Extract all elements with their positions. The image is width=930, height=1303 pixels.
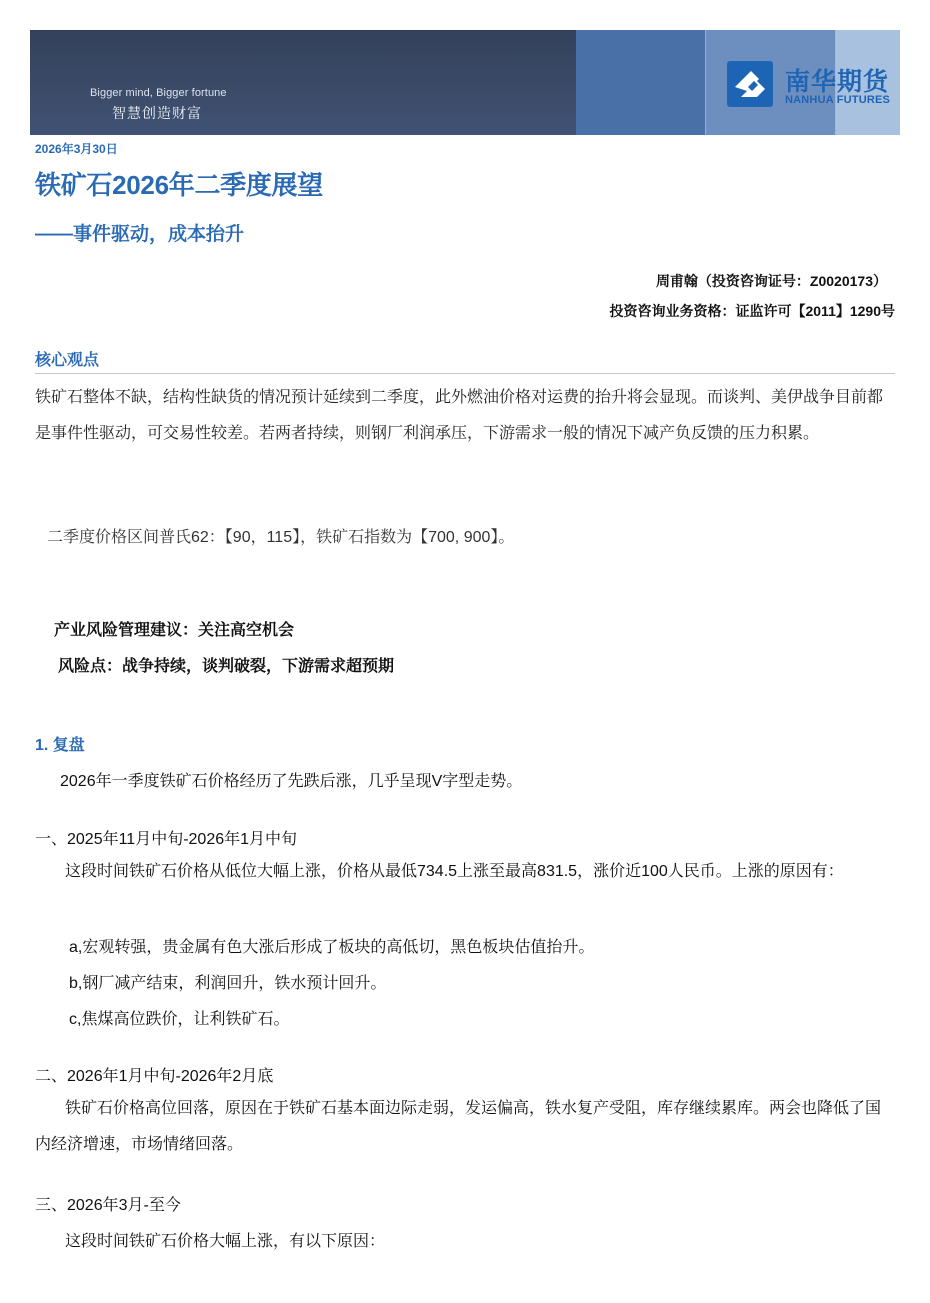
period1-reason-b: b,钢厂减产结束，利润回升，铁水预计回升。 [69,975,387,992]
period1-title: 一、2025年11月中旬-2026年1月中旬 [35,831,298,848]
license-info: 投资咨询业务资格：证监许可【2011】1290号 [609,303,895,319]
risk-points: 风险点：战争持续，谈判破裂，下游需求超预期 [58,658,395,675]
price-range-text: 二季度价格区间普氏62：【90，115】，铁矿石指数为【700, 900】。 [47,529,515,546]
period3-text: 这段时间铁矿石价格大幅上涨，有以下原因： [65,1233,386,1250]
core-view-text: 铁矿石整体不缺，结构性缺货的情况预计延续到二季度，此外燃油价格对运费的抬升将会显现。而谈判、美伊战争目前都是事件性驱动，可交易性较差。若两者持续，则钢厂利润承压，下游需求一般的情况下减产负反馈的压力积累。 [35,389,884,442]
period1-reason-a: a,宏观转强，贵金属有色大涨后形成了板块的高低切，黑色板块估值抬升。 [69,939,595,956]
period1-reason-c: c,焦煤高位跌价，让利铁矿石。 [69,1011,290,1028]
banner-mid-segment [576,30,706,135]
nanhua-logo-icon [727,61,773,107]
author-credential: 周甫翰（投资咨询证号：Z0020173） [655,273,887,289]
report-subtitle: ——事件驱动，成本抬升 [35,224,245,245]
slogan-chinese: 智慧创造财富 [112,105,202,121]
slogan-english: Bigger mind, Bigger fortune [90,87,227,99]
period1-text: 这段时间铁矿石价格从低位大幅上涨，价格从最低734.5上涨至最高831.5，涨价近100人民币。上涨的原因有： [65,863,844,880]
risk-management-advice: 产业风险管理建议：关注高空机会 [54,622,295,639]
period2-title: 二、2026年1月中旬-2026年2月底 [35,1068,274,1085]
report-date: 2026年3月30日 [35,142,118,156]
review-heading: 1. 复盘 [35,737,85,754]
report-title: 铁矿石2026年二季度展望 [35,170,323,200]
section-divider [35,373,895,374]
period3-title: 三、2026年3月-至今 [35,1197,181,1214]
logo-english-name: NANHUA FUTURES [785,94,891,106]
header-banner [30,30,900,135]
period2-text: 铁矿石价格高位回落，原因在于铁矿石基本面边际走弱，发运偏高，铁水复产受阻，库存继续累库。两会也降低了国内经济增速，市场情绪回落。 [35,1100,882,1153]
core-view-heading: 核心观点 [35,352,100,369]
review-intro: 2026年一季度铁矿石价格经历了先跌后涨，几乎呈现V字型走势。 [60,773,523,790]
logo-chinese-name: 南华期货 [785,68,890,96]
